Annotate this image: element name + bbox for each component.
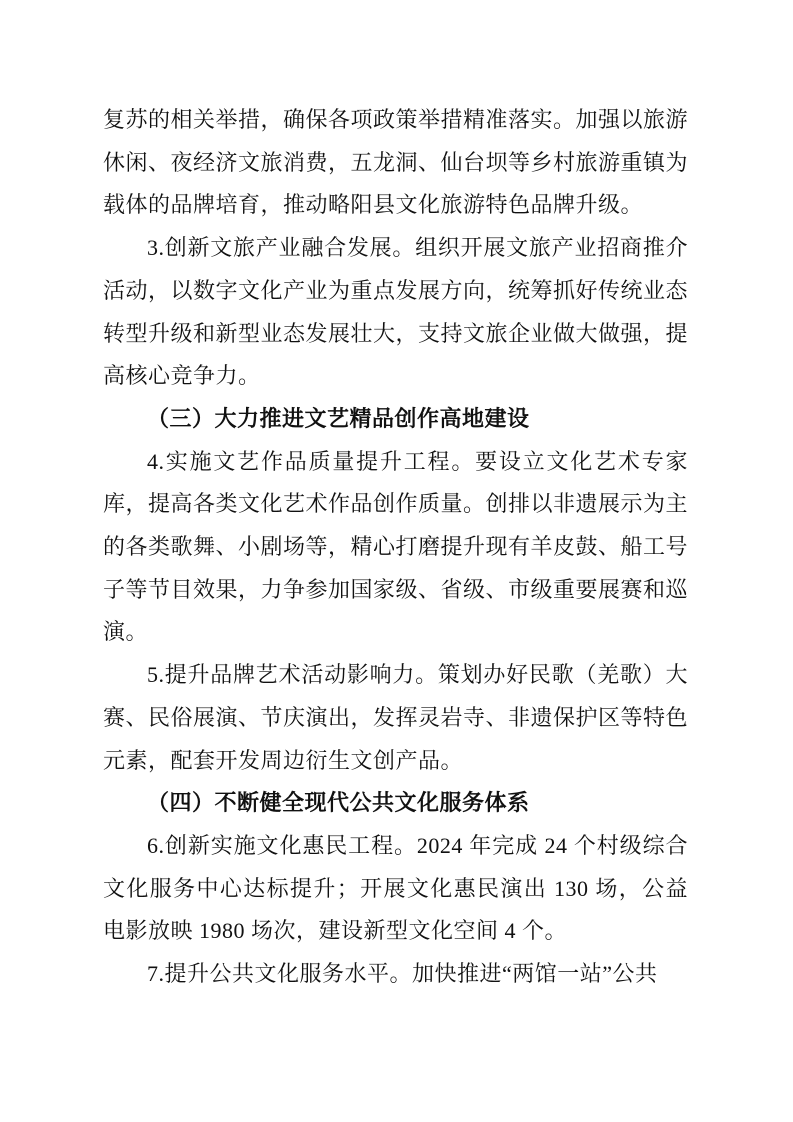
paragraph: 4.实施文艺作品质量提升工程。要设立文化艺术专家库，提高各类文化艺术作品创作质量。创排以非遗展示为主的各类歌舞、小剧场等，精心打磨提升现有羊皮鼓、船工号子等节目效果，力争参加国家级、省级、市级重要展赛和巡演。 <box>103 448 689 645</box>
section-heading: （四）不断健全现代公共文化服务体系 <box>147 790 530 816</box>
section-heading: （三）大力推进文艺精品创作高地建设 <box>147 405 530 431</box>
paragraph: 6.创新实施文化惠民工程。2024 年完成 24 个村级综合文化服务中心达标提升；开展文化惠民演出 130 场，公益电影放映 1980 场次，建设新型文化空间 4 个。 <box>103 832 688 944</box>
paragraph: 7.提升公共文化服务水平。加快推进“两馆一站”公共 <box>147 961 658 987</box>
paragraph: 3.创新文旅产业融合发展。组织开展文旅产业招商推介活动，以数字文化产业为重点发展方向，统筹抓好传统业态转型升级和新型业态发展壮大，支持文旅企业做大做强，提高核心竞争力。 <box>103 235 689 389</box>
paragraph: 复苏的相关举措，确保各项政策举措精准落实。加强以旅游休闲、夜经济文旅消费，五龙洞、仙台坝等乡村旅游重镇为载体的品牌培育，推动略阳县文化旅游特色品牌升级。 <box>103 107 689 218</box>
document-body <box>103 99 688 996</box>
paragraph: 5.提升品牌艺术活动影响力。策划办好民歌（羌歌）大赛、民俗展演、节庆演出，发挥灵岩寺、非遗保护区等特色元素，配套开发周边衍生文创产品。 <box>103 662 689 773</box>
